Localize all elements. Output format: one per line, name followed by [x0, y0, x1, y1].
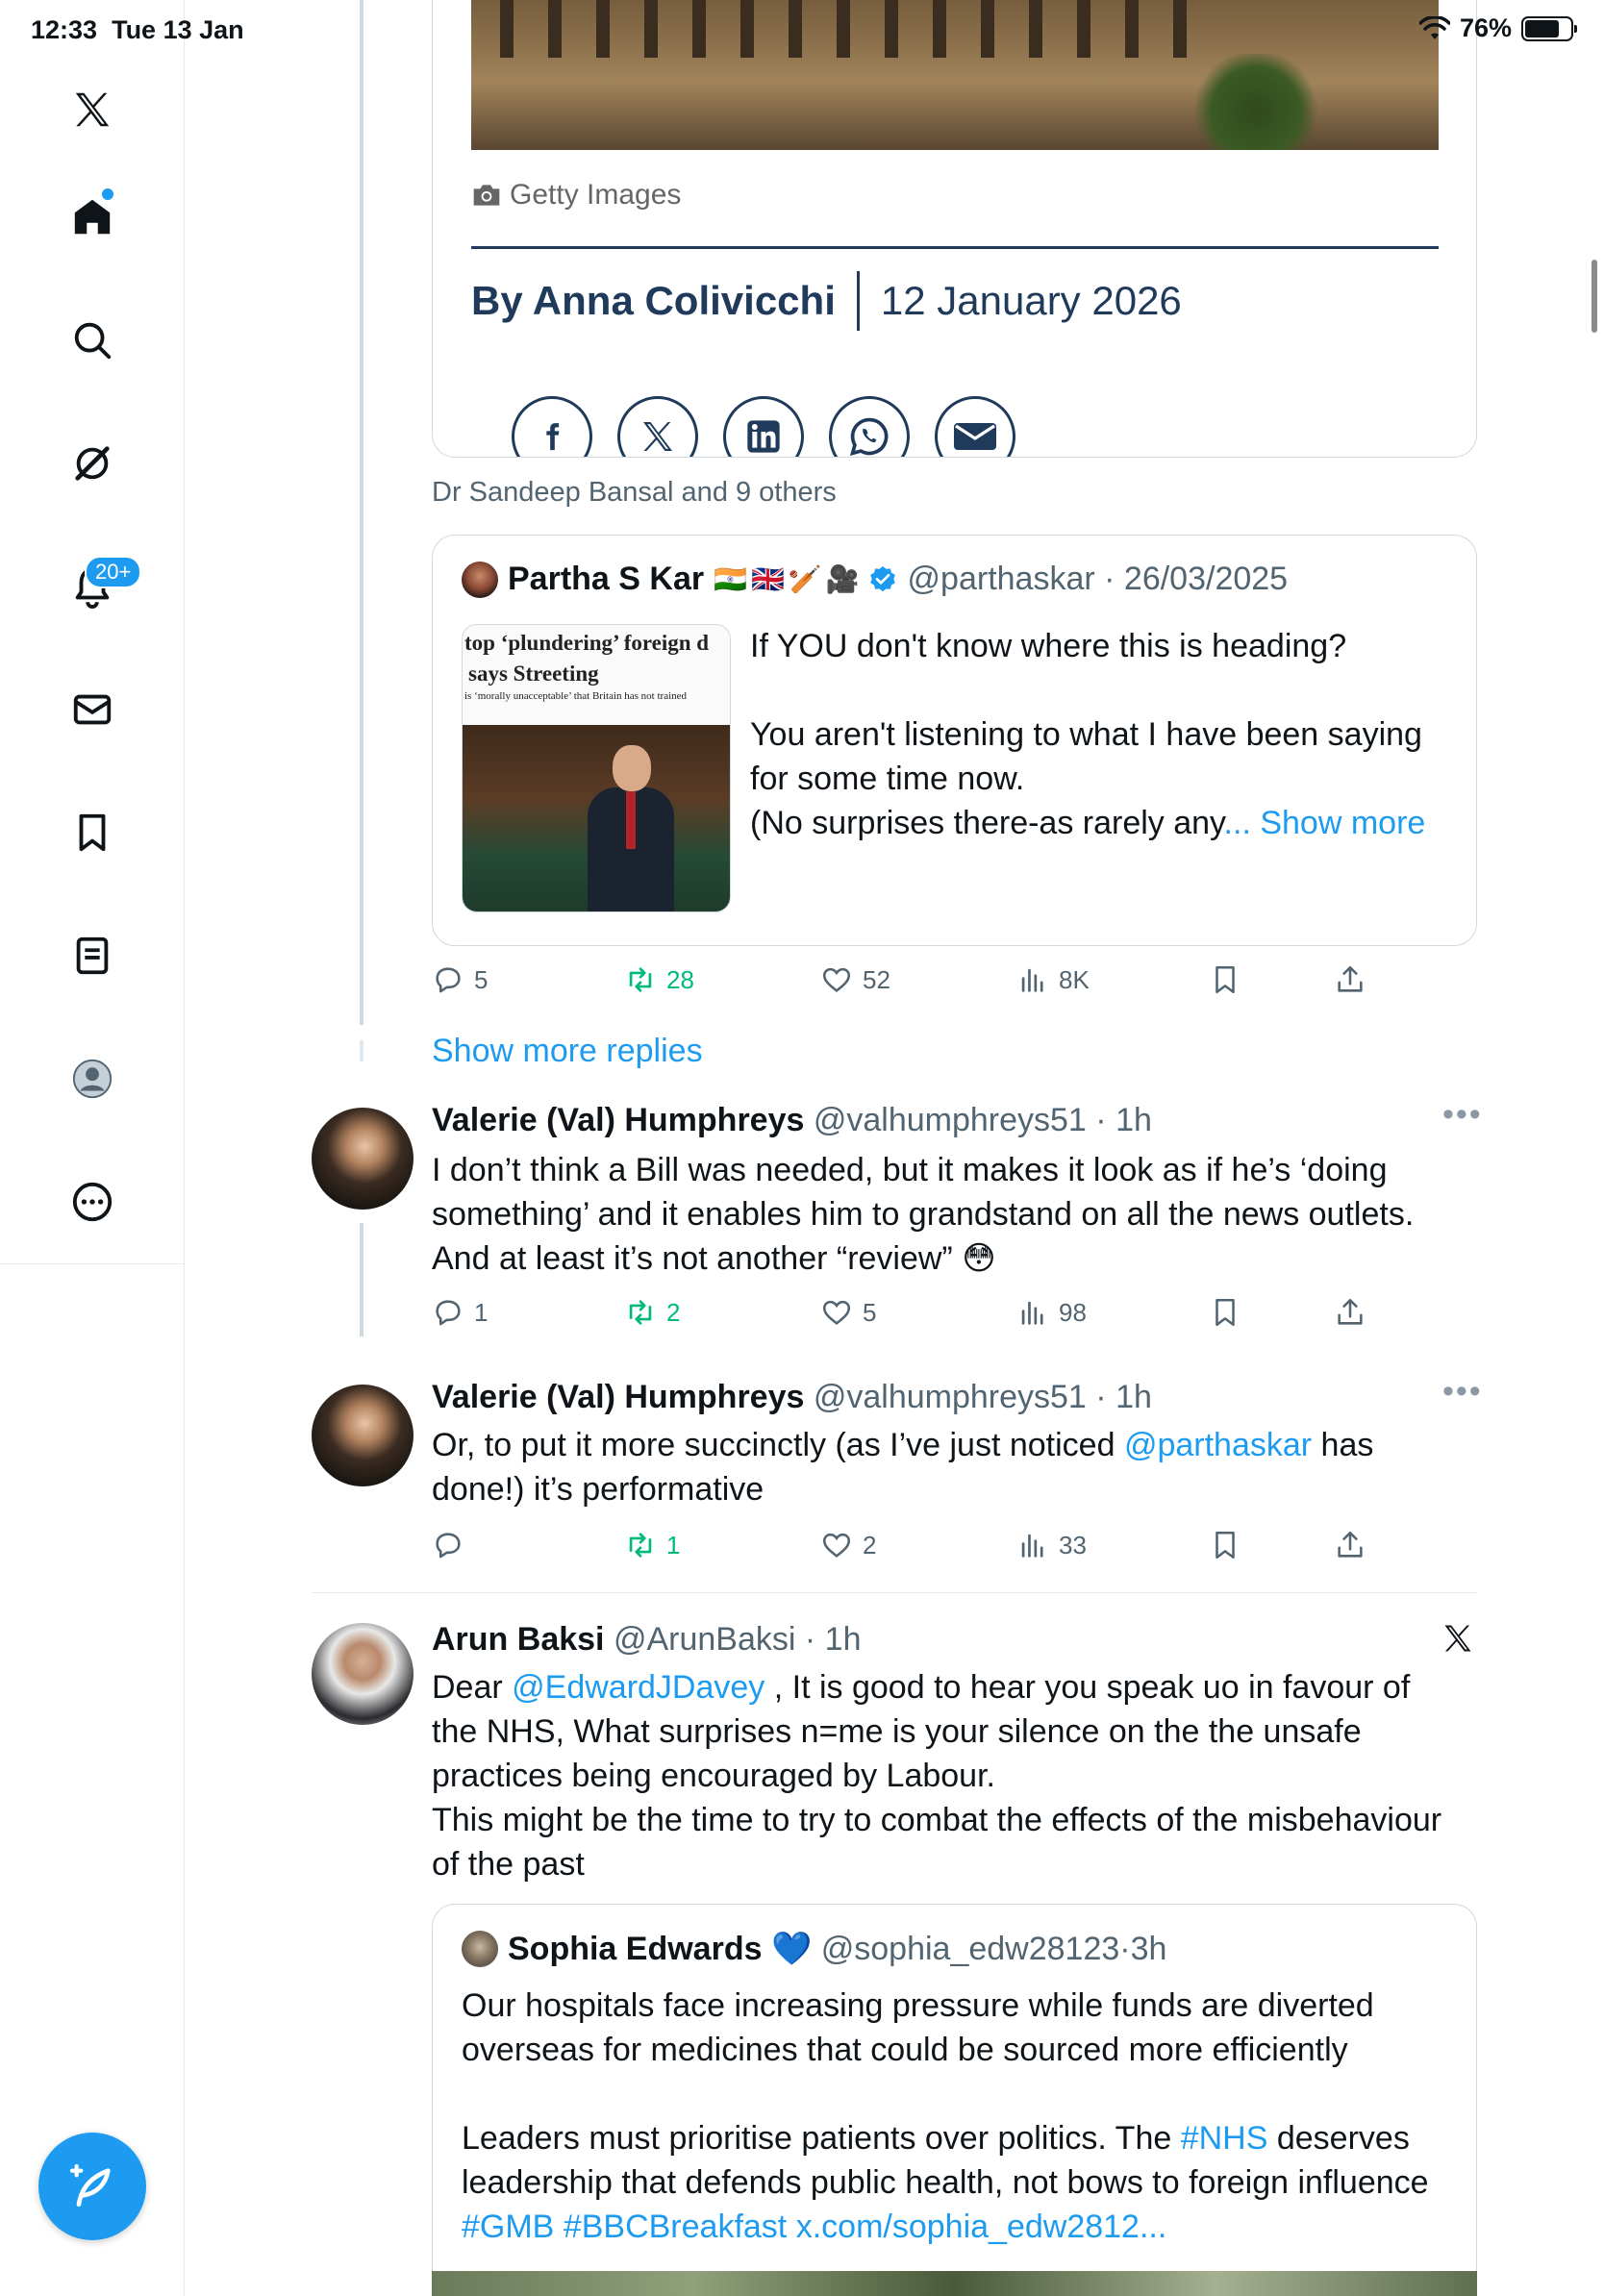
scrollbar[interactable] [1591, 260, 1597, 333]
quoted-post-header: Partha S Kar 🇮🇳🇬🇧🏏🎥 @parthaskar · 26/03/2025 [462, 561, 1288, 598]
quoted-post-card[interactable] [432, 1904, 1477, 2296]
avatar[interactable] [462, 562, 498, 598]
text-paragraph: This might be the time to try to combat the effects of the misbehaviour of the past [432, 1802, 1442, 1883]
avatar[interactable] [312, 1108, 414, 1210]
bookmark-icon [1209, 963, 1241, 996]
views-icon [1016, 1529, 1049, 1561]
more-icon[interactable] [65, 1175, 119, 1229]
quoted-post-media[interactable] [432, 2271, 1477, 2296]
share-icon [1334, 1296, 1366, 1329]
mention-link[interactable]: @parthaskar [1123, 1427, 1313, 1463]
text-line [750, 668, 1442, 712]
post-date[interactable]: 26/03/2025 [1123, 561, 1289, 597]
show-more-replies-link[interactable]: Show more replies [432, 1033, 703, 1069]
whatsapp-share-icon[interactable] [829, 396, 910, 458]
article-author: By Anna Colivicchi [471, 278, 836, 323]
like-button[interactable] [820, 1296, 876, 1329]
post-time[interactable]: 3h [1130, 1930, 1167, 1967]
battery-icon [1521, 16, 1573, 41]
thread-line-dotted [360, 1040, 363, 1061]
author-handle[interactable]: @sophia_edw28123 [820, 1930, 1120, 1967]
repost-count: 28 [666, 964, 694, 994]
image-subheadline: is ‘morally unacceptable’ that Britain has not trained [464, 690, 688, 702]
image-headline: says Streeting [468, 661, 599, 686]
like-button[interactable] [820, 963, 890, 996]
status-time [31, 15, 244, 45]
views-icon [1016, 1296, 1049, 1329]
reply-count: 1 [474, 1297, 489, 1327]
avatar[interactable] [312, 1623, 414, 1725]
views-count: 98 [1059, 1297, 1087, 1327]
post-header: Arun Baksi @ArunBaksi · 1h [432, 1621, 862, 1658]
reply-icon [432, 963, 464, 996]
like-count: 2 [863, 1530, 877, 1560]
article-share-row [512, 396, 1015, 458]
quoted-post-text [750, 624, 1442, 845]
status-indicators [1419, 13, 1573, 43]
repost-icon [624, 1529, 657, 1561]
post-divider [312, 1592, 1477, 1593]
text-paragraph: Our hospitals face increasing pressure while funds are diverted overseas for medicines that could be sourced more efficiently [462, 1987, 1374, 2068]
views-count: 33 [1059, 1530, 1087, 1560]
author-name[interactable]: Sophia Edwards [508, 1930, 763, 1967]
author-handle[interactable]: @valhumphreys51 [813, 1379, 1087, 1415]
avatar[interactable] [312, 1385, 414, 1486]
grok-icon[interactable] [65, 437, 119, 490]
email-share-icon[interactable] [935, 396, 1015, 458]
profile-icon[interactable] [65, 1052, 119, 1106]
repost-count: 1 [666, 1530, 681, 1560]
compose-post-button[interactable] [38, 2133, 146, 2240]
quoted-post-header: Sophia Edwards 💙 @sophia_edw28123 · 3h [462, 1930, 1166, 1968]
battery-percent: 76% [1459, 13, 1512, 42]
author-name[interactable]: Arun Baksi [432, 1621, 605, 1658]
share-button[interactable] [1334, 1296, 1366, 1329]
quoted-post-card[interactable] [432, 535, 1477, 946]
views-button[interactable] [1016, 1296, 1087, 1329]
views-button[interactable] [1016, 963, 1090, 996]
x-logo-icon[interactable] [65, 83, 119, 137]
search-icon[interactable] [65, 313, 119, 367]
repost-icon [624, 963, 657, 996]
photo-credit [471, 179, 681, 212]
bookmark-button[interactable] [1209, 963, 1241, 996]
reply-icon [432, 1296, 464, 1329]
wifi-icon [1419, 16, 1450, 41]
status-bar [0, 0, 1604, 62]
notifications-badge: 20+ [85, 556, 141, 588]
article-preview-card[interactable] [432, 0, 1477, 458]
heart-icon [820, 963, 853, 996]
post-text [432, 1423, 1413, 1511]
avatar[interactable] [462, 1931, 498, 1967]
bookmarks-icon[interactable] [65, 806, 119, 860]
more-options-icon[interactable]: ••• [1442, 1096, 1483, 1133]
post-text [432, 1665, 1461, 1886]
share-icon [1334, 1529, 1366, 1561]
bookmark-icon [1209, 1296, 1241, 1329]
sidebar [0, 0, 185, 2296]
more-options-icon[interactable]: ••• [1442, 1373, 1483, 1410]
article-divider [471, 246, 1439, 249]
repost-count: 2 [666, 1297, 681, 1327]
linkedin-share-icon[interactable] [723, 396, 804, 458]
text-span: has done!) it’s performative [432, 1427, 1374, 1508]
reply-icon [432, 1529, 464, 1561]
home-unread-dot [102, 188, 113, 200]
sidebar-divider [0, 1263, 185, 1264]
text-line: (No surprises there-as rarely any [750, 805, 1224, 841]
camera-icon [471, 182, 502, 209]
repost-button[interactable] [624, 1529, 680, 1561]
lists-icon[interactable] [65, 929, 119, 983]
facebook-share-icon[interactable] [512, 396, 592, 458]
hashtag-link[interactable]: #BBCBreakfast [563, 2209, 788, 2245]
quoted-post-text [462, 1984, 1462, 2249]
mention-link[interactable]: @EdwardJDavey [512, 1669, 765, 1706]
author-handle[interactable]: @parthaskar [907, 561, 1095, 597]
bookmark-button[interactable] [1209, 1296, 1241, 1329]
author-handle[interactable]: @ArunBaksi [613, 1621, 796, 1658]
heart-icon [820, 1529, 853, 1561]
reply-count: 5 [474, 964, 489, 994]
post-text [432, 1148, 1451, 1281]
repost-icon [624, 1296, 657, 1329]
reply-button[interactable] [432, 1296, 488, 1329]
post-actions [432, 1296, 1393, 1338]
messages-icon[interactable] [65, 683, 119, 736]
text-span: , It is good to hear you speak uo in favour of the NHS, What surprises n=me is your silence on the the unsafe practices being encouraged by Labour. [432, 1669, 1411, 1794]
bookmark-button[interactable] [1209, 1529, 1241, 1561]
views-icon [1016, 963, 1049, 996]
like-count: 52 [863, 964, 890, 994]
clock: 12:33 [31, 15, 98, 44]
image-headline: top ‘plundering’ foreign d [464, 631, 710, 655]
photo-credit-text: Getty Images [510, 179, 682, 211]
post-actions [432, 1529, 1393, 1571]
text-span: deserves leadership that defends public health, not bows to foreign influence [462, 2120, 1429, 2201]
post-time[interactable]: 1h [1115, 1102, 1152, 1138]
post-header: Valerie (Val) Humphreys @valhumphreys51 · 1h [432, 1102, 1152, 1138]
hashtag-link[interactable]: #NHS [1180, 2120, 1268, 2157]
author-name[interactable]: Valerie (Val) Humphreys [432, 1102, 805, 1138]
repost-button[interactable] [624, 1296, 680, 1329]
author-name[interactable]: Partha S Kar [508, 561, 705, 597]
article-byline [471, 271, 1182, 331]
thread-line [360, 1223, 363, 1336]
blue-heart-emoji: 💙 [770, 1931, 813, 1967]
share-button[interactable] [1334, 1529, 1366, 1561]
author-handle[interactable]: @valhumphreys51 [813, 1102, 1087, 1138]
reply-button[interactable] [432, 1529, 474, 1561]
views-button[interactable] [1016, 1529, 1087, 1561]
text-line: You aren't listening to what I have been saying for some time now. [750, 716, 1422, 797]
text-span: Or, to put it more succinctly (as I’ve just noticed [432, 1427, 1124, 1463]
date: Tue 13 Jan [112, 15, 244, 44]
text-span: Leaders must prioritise patients over politics. The [462, 2120, 1181, 2157]
text-line: If YOU don't know where this is heading? [750, 628, 1347, 664]
social-context[interactable]: Dr Sandeep Bansal and 9 others [432, 477, 837, 508]
post-time[interactable]: 1h [1115, 1379, 1152, 1415]
like-button[interactable] [820, 1529, 876, 1561]
compose-feather-icon [65, 2159, 119, 2213]
views-count: 8K [1059, 964, 1090, 994]
like-count: 5 [863, 1297, 877, 1327]
author-name[interactable]: Valerie (Val) Humphreys [432, 1379, 805, 1415]
thread-line [360, 0, 363, 1025]
text-span: Dear [432, 1669, 513, 1706]
x-share-icon[interactable] [617, 396, 698, 458]
post-header: Valerie (Val) Humphreys @valhumphreys51 · 1h [432, 1379, 1152, 1415]
text-paragraph: And at least it’s not another “review” 😳 [432, 1240, 996, 1277]
show-more-link[interactable]: Show more [1260, 805, 1426, 841]
text-paragraph: I don’t think a Bill was needed, but it makes it look as if he’s ‘doing something’ and it enables him to grandstand on all the news outlets. [432, 1152, 1415, 1233]
article-date: 12 January 2026 [880, 278, 1182, 323]
quoted-post-image[interactable] [462, 624, 731, 912]
bookmark-icon [1209, 1529, 1241, 1561]
share-icon [1334, 963, 1366, 996]
ellipsis: ... [1223, 805, 1251, 841]
share-button[interactable] [1334, 963, 1366, 996]
hashtag-link[interactable]: #GMB [462, 2209, 555, 2245]
post-time[interactable]: 1h [824, 1621, 862, 1658]
x-logo-icon[interactable] [1441, 1621, 1475, 1656]
author-name-emoji: 🇮🇳🇬🇧🏏🎥 [714, 564, 864, 594]
heart-icon [820, 1296, 853, 1329]
verified-badge-icon [867, 564, 898, 595]
post-actions [432, 963, 1393, 1006]
url-link[interactable]: x.com/sophia_edw2812... [795, 2209, 1167, 2245]
reply-button[interactable] [432, 963, 488, 996]
repost-button[interactable] [624, 963, 694, 996]
